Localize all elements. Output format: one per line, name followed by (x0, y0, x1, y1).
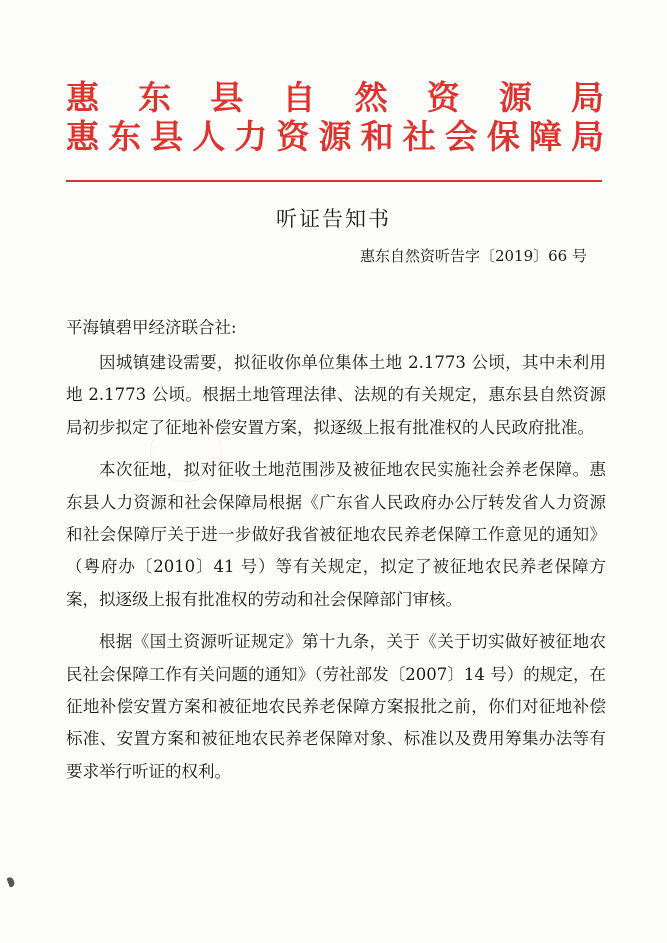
addressee: 平海镇碧甲经济联合社: (66, 318, 237, 337)
red-header-divider (66, 180, 602, 182)
paragraph-hearing-rights: 根据《国土资源听证规定》第十九条，关于《关于切实做好被征地农民社会保障工作有关问题的通知》（劳社部发〔2007〕14 号）的规定，在征地补偿安置方案和被征地农民养老保障方案报批之前，你们对征地补偿标准、安置方案和被征地农民养老保障对象、标准以及费用筹集办法等有要求举行听证的权利。 (66, 632, 606, 781)
document-number: 惠东自然资听告字〔2019〕66 号 (359, 247, 587, 265)
scan-edge-mark (6, 876, 15, 887)
document-body (66, 347, 606, 798)
document-title: 听证告知书 (276, 207, 391, 231)
issuer-name-natural-resources: 惠 东 县 自 然 资 源 局 (66, 78, 604, 117)
issuer-name-human-resources: 惠东县人力资源和社会保障局 (66, 117, 604, 156)
paragraph-land-acquisition: 因城镇建设需要，拟征收你单位集体土地 2.1773 公顷，其中未利用地 2.1773 公顷。根据土地管理法律、法规的有关规定，惠东县自然资源局初步拟定了征地补偿安置方案，拟逐级上报有批准权的人民政府批准。 (66, 353, 606, 437)
paragraph-pension-security: 本次征地，拟对征收土地范围涉及被征地农民实施社会养老保障。惠东县人力资源和社会保障局根据《广东省人民政府办公厅转发省人力资源和社会保障厅关于进一步做好我省被征地农民养老保障工作意见的通知》（粤府办〔2010〕41 号）等有关规定，拟定了被征地农民养老保障方案，拟逐级上报有批准权的劳动和社会保障部门审核。 (66, 460, 606, 609)
